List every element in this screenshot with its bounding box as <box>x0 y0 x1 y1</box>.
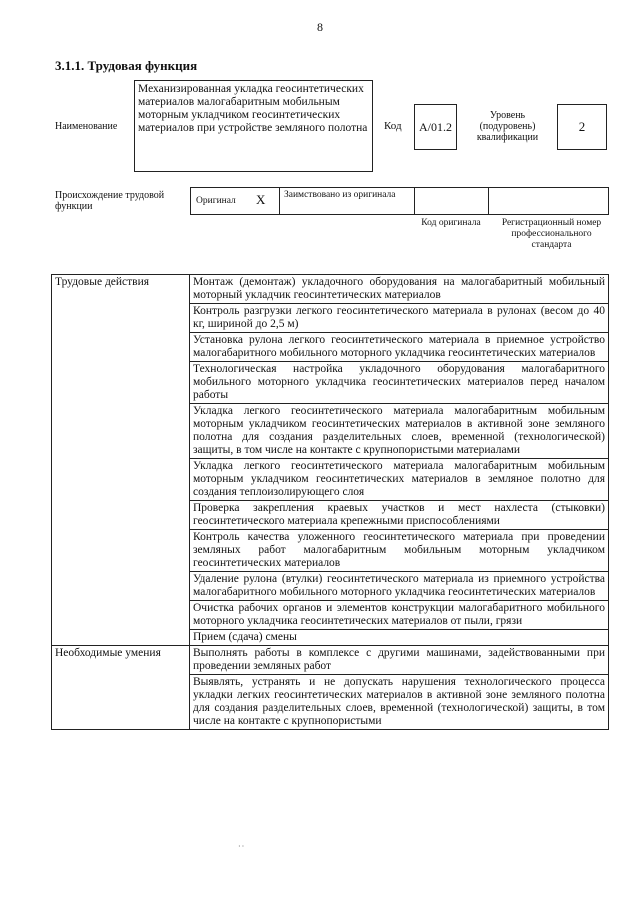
code-original-caption: Код оригинала <box>421 218 481 228</box>
original-label: Оригинал <box>196 196 236 206</box>
table-row <box>52 646 609 675</box>
section-label: Трудовые действия <box>52 275 190 646</box>
function-name-box <box>134 80 373 172</box>
footer-mark: ·· <box>238 842 246 851</box>
section-title: 3.1.1. Трудовая функция <box>55 58 198 73</box>
level-value: 2 <box>578 119 586 134</box>
origin-divider-2 <box>414 187 415 215</box>
table-cell: Выявлять, устранять и не допускать нарушения технологического процесса укладки легких геосинтетических материалов в активной зоне земляного полотна для создания разделительных слоев, временной (технологической) защиты, в том числе на контакте с крупнопористыми <box>190 675 609 730</box>
table-cell: Прием (сдача) смены <box>190 630 609 646</box>
table-cell: Технологическая настройка укладочного оборудования малогабаритного мобильного моторного укладчика геосинтетических материалов перед началом работы <box>190 362 609 404</box>
name-label: Наименование <box>55 121 118 132</box>
table-cell: Укладка легкого геосинтетического материала малогабаритным мобильным моторным укладчиком геосинтетических материалов в земляное полотно для создания теплоизолирующего слоя <box>190 459 609 501</box>
function-name-value: Механизированная укладка геосинтетических материалов малогабаритным мобильным моторным укладчиком геосинтетических материалов при устройстве земляного полотна <box>138 83 368 134</box>
level-label: Уровень (подуровень) квалификации <box>476 110 539 143</box>
table-cell: Удаление рулона (втулки) геосинтетического материала из приемного устройства малогабаритного мобильного моторного укладчика геосинтетических материалов <box>190 572 609 601</box>
level-box <box>557 104 607 150</box>
table-cell: Проверка закрепления краевых участков и мест нахлеста (стыковки) геосинтетического материала крепежными приспособлениями <box>190 501 609 530</box>
reg-number-caption: Регистрационный номер профессионального стандарта <box>501 218 602 250</box>
table-cell: Контроль разгрузки легкого геосинтетического материала в рулонах (весом до 40 кг, шириной до 2,5 м) <box>190 304 609 333</box>
origin-divider-1 <box>279 187 280 215</box>
page-number: 8 <box>317 20 323 34</box>
code-value: A/01.2 <box>419 120 452 134</box>
table-cell: Очистка рабочих органов и элементов конструкции малогабаритного мобильного моторного укладчика геосинтетических материалов от пыли, грязи <box>190 601 609 630</box>
borrowed-label: Заимствовано из оригинала <box>284 190 396 200</box>
original-mark: X <box>256 192 266 207</box>
table-cell: Монтаж (демонтаж) укладочного оборудования на малогабаритный мобильный моторный укладчик геосинтетических материалов <box>190 275 609 304</box>
code-box <box>414 104 457 150</box>
table-cell: Выполнять работы в комплексе с другими машинами, задействованными при проведении земляных работ <box>190 646 609 675</box>
table-row <box>52 275 609 304</box>
function-table <box>51 274 609 730</box>
code-label: Код <box>384 120 402 132</box>
table-cell: Контроль качества уложенного геосинтетического материала при проведении земляных работ малогабаритным мобильным моторным укладчиком геосинтетических материалов <box>190 530 609 572</box>
origin-divider-3 <box>488 187 489 215</box>
origin-label: Происхождение трудовой функции <box>55 190 165 212</box>
section-label: Необходимые умения <box>52 646 190 730</box>
table-cell: Установка рулона легкого геосинтетического материала в приемное устройство малогабаритного мобильного моторного укладчика геосинтетических материалов <box>190 333 609 362</box>
table-cell: Укладка легкого геосинтетического материала малогабаритным мобильным моторным укладчиком геосинтетических материалов в активной зоне земляного полотна для создания разделительных слоев, временной (технологической) защиты, в том числе на контакте с крупнопористыми материалами <box>190 404 609 459</box>
